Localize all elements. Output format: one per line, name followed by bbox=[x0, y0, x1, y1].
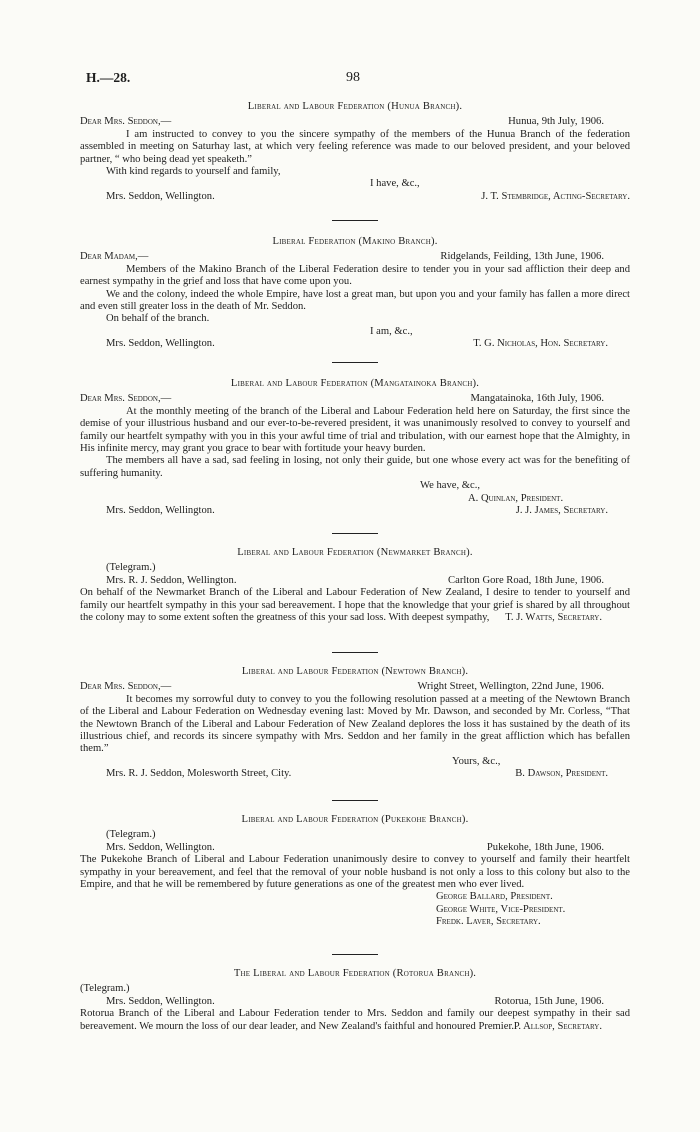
place-date: Wright Street, Wellington, 22nd June, 1906. bbox=[417, 681, 604, 693]
place-date: Pukekohe, 18th June, 1906. bbox=[486, 841, 604, 853]
letter-body: On behalf of the Newmarket Branch of the Liberal and Labour Federation of New Zealand, I desire to tender to yourself and family our heartfelt sympathy in this your sad bereavement. I hope that the knowledge that your grief is shared by all throughout the colony may to some extent soften the greatness of this your sad loss. With deepest sympathy, bbox=[80, 587, 630, 624]
letter-title: Liberal and Labour Federation (Newtown Branch). bbox=[241, 666, 469, 677]
letter-title: Liberal and Labour Federation (Hunua Branch). bbox=[247, 101, 463, 112]
signature-president: A. Quinlan, President. bbox=[468, 492, 564, 504]
salutation: Dear Mrs. Seddon,— bbox=[80, 681, 172, 693]
telegram-note: (Telegram.) bbox=[106, 562, 156, 574]
telegram-note: (Telegram.) bbox=[80, 983, 130, 995]
letter-body: Members of the Makino Branch of the Liberal Federation desire to tender you in your sad affliction their deep and earnest sympathy in the grief and loss that have come upon you. bbox=[80, 263, 630, 288]
place-date: Ridgelands, Feilding, 13th June, 1906. bbox=[440, 251, 604, 263]
letter-title: Liberal and Labour Federation (Mangatainoka Branch). bbox=[230, 378, 480, 389]
letter-newtown bbox=[80, 666, 630, 781]
letter-hunua bbox=[80, 101, 630, 203]
divider bbox=[332, 954, 378, 955]
addressee: Mrs. Seddon, Wellington. bbox=[106, 841, 215, 853]
signature-president: George Ballard, President. bbox=[436, 891, 553, 903]
signature: T. G. Nicholas, Hon. Secretary. bbox=[473, 338, 608, 350]
signature: P. Allsop, Secretary. bbox=[513, 1020, 602, 1032]
addressee: Mrs. Seddon, Wellington. bbox=[106, 995, 215, 1007]
letter-title: The Liberal and Labour Federation (Rotorua Branch). bbox=[233, 968, 477, 979]
letter-rotorua bbox=[80, 968, 630, 1033]
place-date: Hunua, 9th July, 1906. bbox=[508, 116, 604, 128]
divider bbox=[332, 652, 378, 653]
place-date: Mangatainoka, 16th July, 1906. bbox=[470, 393, 604, 405]
letter-body: The Pukekohe Branch of Liberal and Labour Federation unanimously desire to convey to yourself and family their heartfelt sympathy in your bereavement, and feel that the removal of your noble husband is not only a loss to this colony but also to the Empire, and that he will be remembered by future generations as one of the greatest men who ever lived. bbox=[80, 854, 630, 891]
sign-off: Yours, &c., bbox=[452, 755, 501, 767]
letter-body: It becomes my sorrowful duty to convey to you the following resolution passed at a meeting of the Newtown Branch of the Liberal and Labour Federation on Wednesday evening last: Moved by Mr. Dawson, and seconded by Mr. Corless, “That the Newtown Branch of the Liberal and Labour Federation of New Zealand deplores the loss it has sustained by the death of its illustrious chief, and records its sincere sympathy with Mrs. Seddon and her family in the great affliction which has befallen them.” bbox=[80, 693, 630, 755]
letter-makino bbox=[80, 236, 630, 351]
addressee: Mrs. R. J. Seddon, Molesworth Street, City. bbox=[106, 768, 292, 780]
letter-mangatainoka bbox=[80, 378, 630, 517]
closing-line: With kind regards to yourself and family, bbox=[106, 166, 281, 178]
letter-body-2: The members all have a sad, sad feeling in losing, not only their guide, but one whose every act was for the benefiting of suffering humanity. bbox=[80, 455, 630, 479]
sign-off: We have, &c., bbox=[420, 480, 481, 492]
letter-newmarket bbox=[80, 547, 630, 624]
salutation: Dear Mrs. Seddon,— bbox=[80, 393, 172, 405]
letter-title: Liberal and Labour Federation (Pukekohe Branch). bbox=[241, 814, 469, 825]
addressee: Mrs. Seddon, Wellington. bbox=[106, 338, 215, 350]
letter-body-2: We and the colony, indeed the whole Empire, have lost a great man, but upon you and your family has fallen a more direct and even still greater loss in the death of Mr. Seddon. bbox=[80, 288, 630, 313]
place-date: Carlton Gore Road, 18th June, 1906. bbox=[448, 574, 604, 586]
addressee: Mrs. Seddon, Wellington. bbox=[106, 505, 215, 517]
letter-body: Rotorua Branch of the Liberal and Labour Federation tender to Mrs. Seddon and family our deepest sympathy in their sad bereavement. We mourn the loss of our dear leader, and New Zealand's faithful and honoured Premier. bbox=[80, 1008, 630, 1032]
sign-off: I have, &c., bbox=[370, 178, 420, 190]
divider bbox=[332, 362, 378, 363]
document-reference: H.—28. bbox=[86, 70, 131, 85]
telegram-note: (Telegram.) bbox=[106, 829, 156, 841]
signature-secretary: Fredk. Laver, Secretary. bbox=[436, 916, 541, 928]
signature-secretary: J. J. James, Secretary. bbox=[515, 505, 608, 517]
signature: T. J. Watts, Secretary. bbox=[505, 612, 602, 624]
signature-vice-president: George White, Vice-President. bbox=[436, 903, 566, 915]
divider bbox=[332, 800, 378, 801]
addressee: Mrs. Seddon, Wellington. bbox=[106, 190, 215, 202]
letter-body: I am instructed to convey to you the sincere sympathy of the members of the Hunua Branch of the federation assembled in meeting on Saturhay last, at which very feeling reference was made to our beloved president, and your beloved partner, “ who being dead yet speaketh.” bbox=[80, 128, 630, 165]
letter-title: Liberal and Labour Federation (Newmarket Branch). bbox=[237, 547, 473, 558]
closing-line: On behalf of the branch. bbox=[106, 313, 210, 325]
salutation: Dear Mrs. Seddon,— bbox=[80, 116, 172, 128]
divider bbox=[332, 220, 378, 221]
letter-title: Liberal Federation (Makino Branch). bbox=[272, 236, 438, 247]
letter-pukekohe bbox=[80, 814, 630, 929]
letter-body: At the monthly meeting of the branch of the Liberal and Labour Federation held here on Saturday, the first since the demise of your illustrious husband and our ever-to-be-revered president, it was unanimously resolved to convey to yourself and family our heartfelt sympathy with you in this your awful time of trial and tribulation, with our earnest hope that the Almighty, in His infinite mercy, may grant you grace to bear with fortitude your heavy burden. bbox=[80, 405, 630, 455]
sign-off: I am, &c., bbox=[370, 325, 413, 337]
signature: J. T. Stembridge, Acting-Secretary. bbox=[481, 190, 630, 202]
divider bbox=[332, 533, 378, 534]
place-date: Rotorua, 15th June, 1906. bbox=[494, 995, 604, 1007]
page-number: 98 bbox=[346, 70, 360, 85]
salutation: Dear Madam,— bbox=[80, 251, 149, 263]
signature: B. Dawson, President. bbox=[515, 768, 608, 780]
addressee: Mrs. R. J. Seddon, Wellington. bbox=[106, 574, 237, 586]
